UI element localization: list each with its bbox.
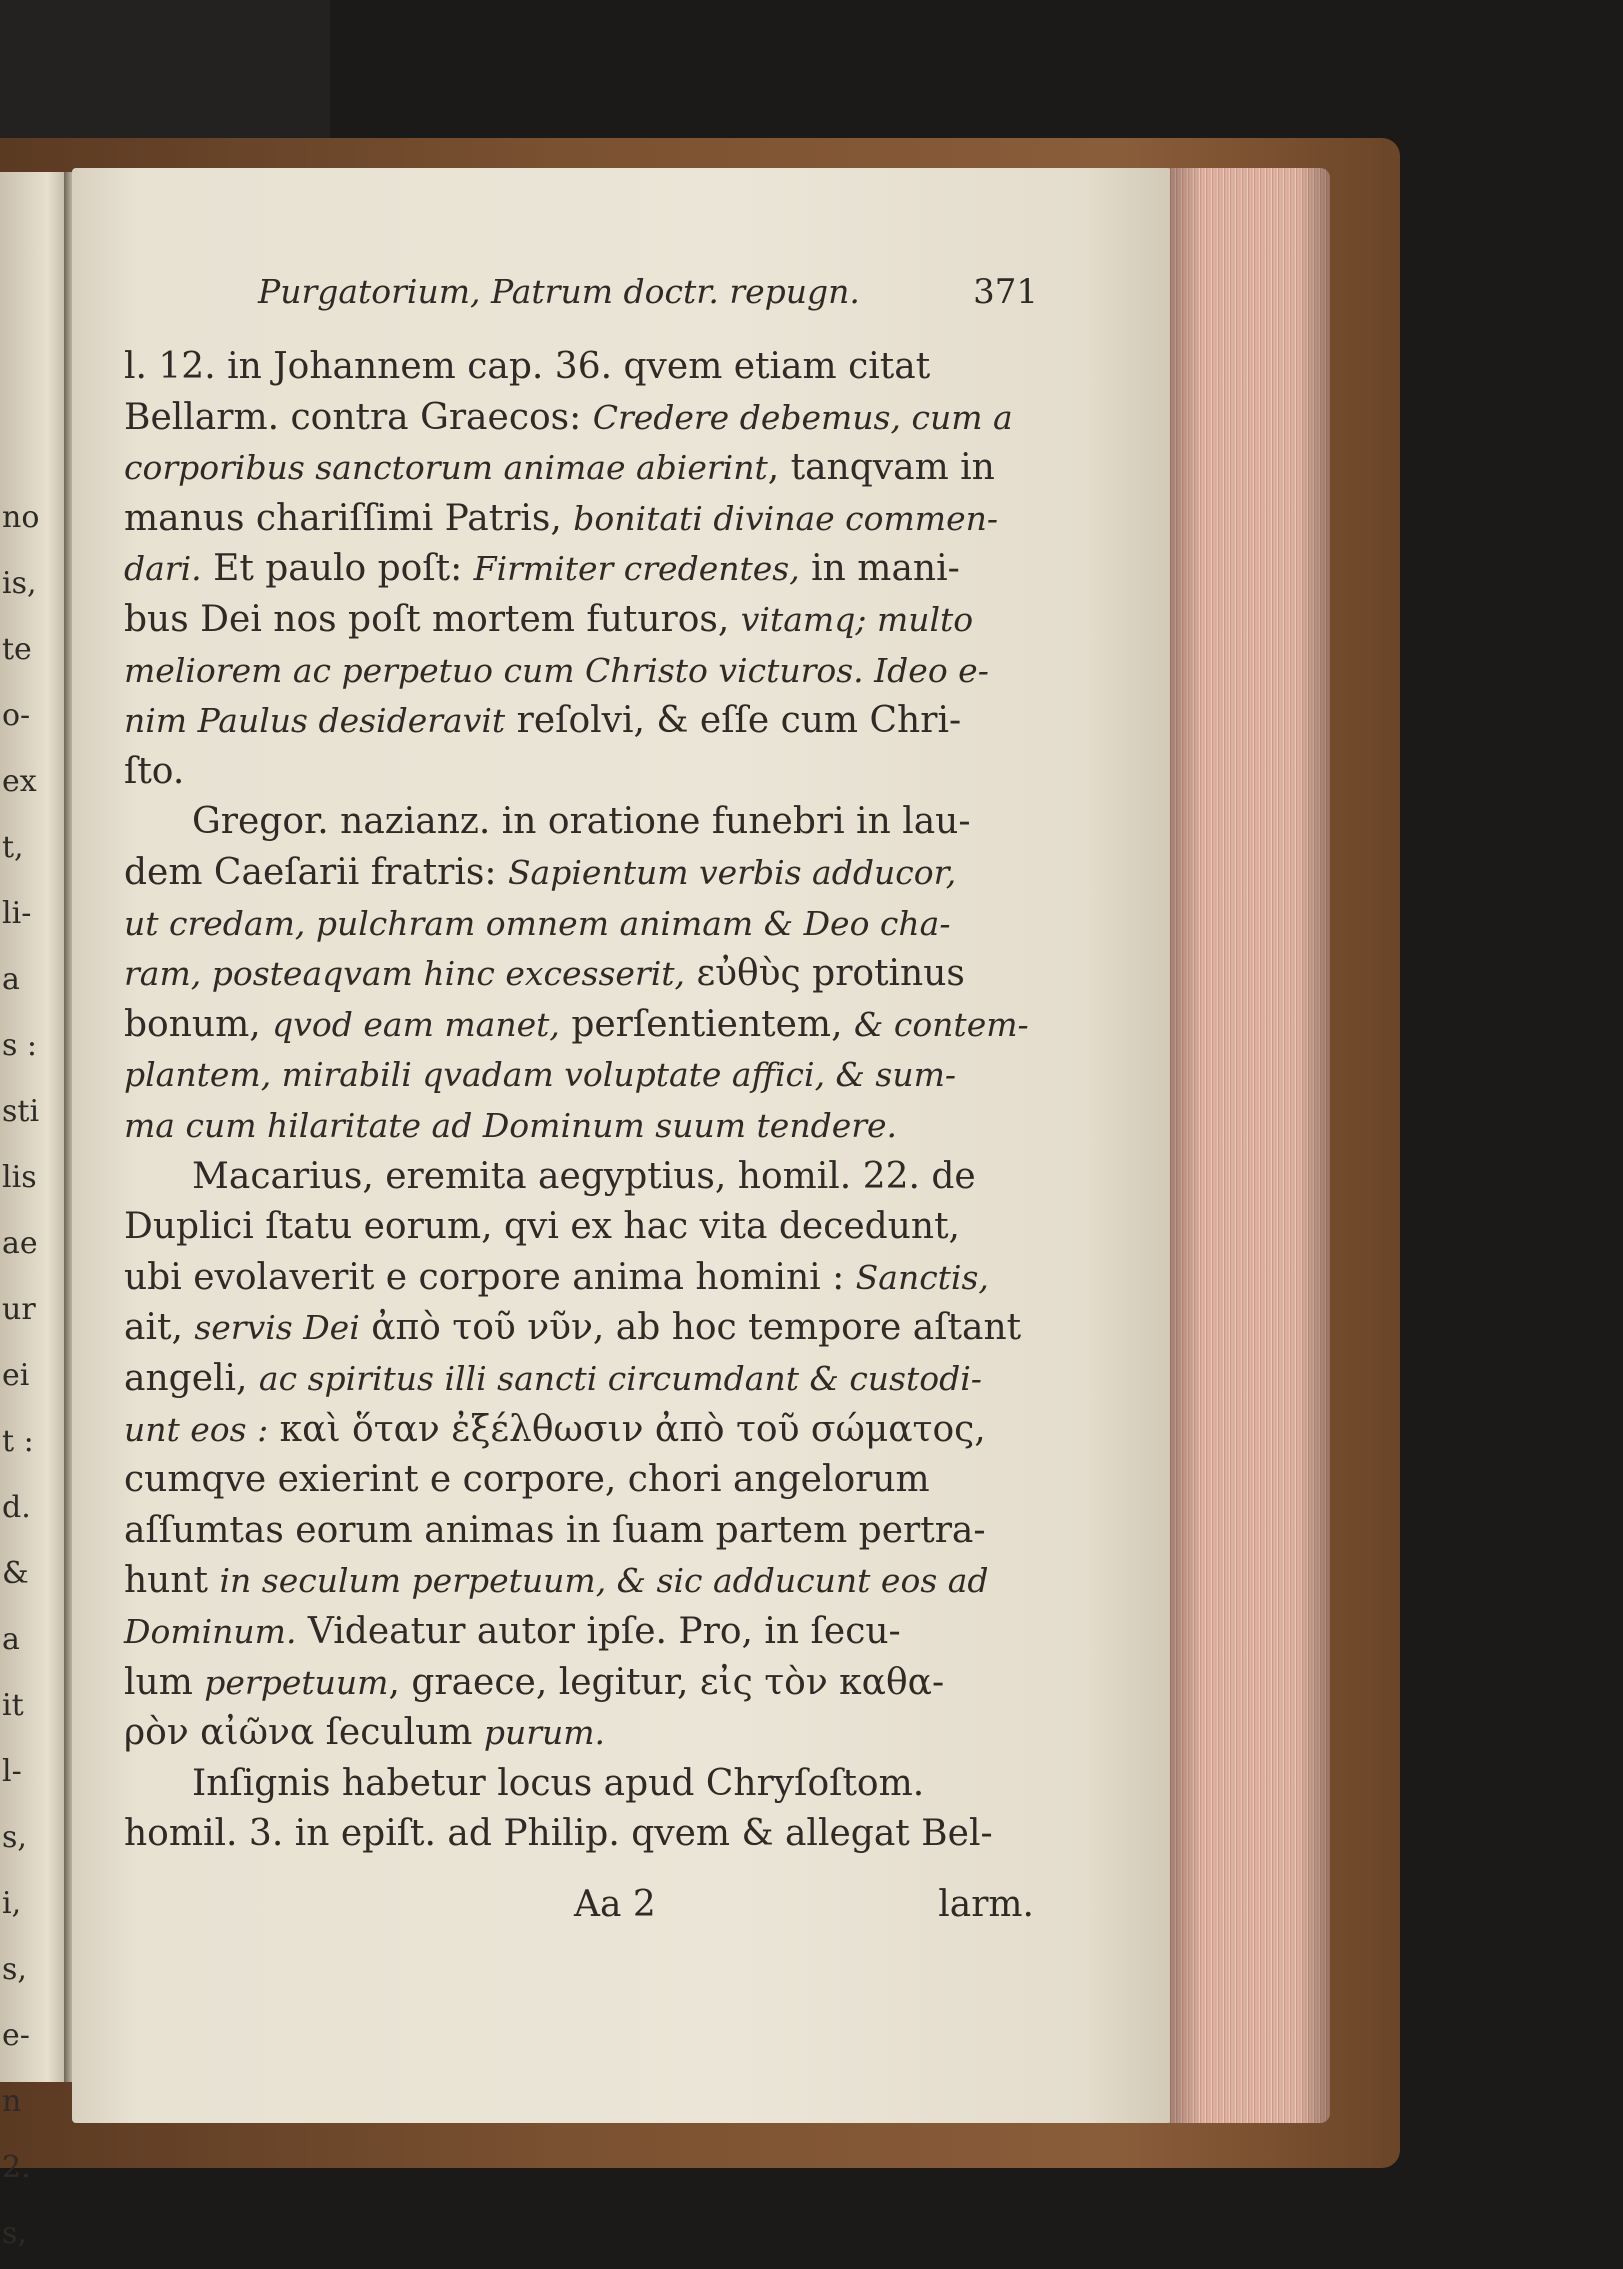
left-page-text-fragment: n (2, 2084, 22, 2119)
left-page-text-fragment: is, (2, 566, 37, 601)
left-page-text-fragment: t : (2, 1424, 34, 1459)
roman-segment: reſolvi, & eſſe cum Chri- (505, 700, 962, 742)
roman-segment: ubi evolaverit e corpore anima homini : (124, 1256, 856, 1298)
text-line (124, 1660, 944, 1706)
text-line (124, 344, 930, 390)
running-head: Purgatorium, Patrum doctr. repugn. (258, 272, 860, 311)
left-page-text-fragment: ei (2, 1358, 30, 1393)
page-number: 371 (973, 272, 1038, 312)
roman-segment: καὶ ὅταν ἐξέλθωσιν ἀπὸ τοῦ σώματος, (268, 1408, 986, 1450)
roman-segment: bus Dei nos poſt mortem futuros, (124, 599, 741, 640)
text-line (124, 850, 956, 896)
text-line (124, 546, 960, 592)
italic-segment: vitamq; multo (740, 600, 974, 639)
italic-segment: in seculum perpetuum, & sic adducunt eos ad (219, 1561, 989, 1601)
left-page-text-fragment: 2. (2, 2150, 31, 2185)
italic-segment: unt eos : (124, 1409, 269, 1449)
left-page-text-fragment: e- (2, 2018, 30, 2053)
text-line (124, 1407, 986, 1453)
left-page-text-fragment: no (2, 500, 40, 535)
italic-segment: meliorem ac perpetuo cum Christo victuros. Ideo e- (124, 650, 989, 690)
roman-segment: l. 12. in Johannem cap. 36. qvem etiam citat (124, 346, 931, 387)
text-line (124, 1558, 989, 1604)
page-footer (124, 1884, 1042, 1930)
italic-segment: purum. (483, 1713, 606, 1753)
roman-segment: hunt (124, 1560, 220, 1602)
text-line (124, 698, 961, 744)
italic-segment: ut credam, pulchram omnem animam & Deo cha- (124, 903, 951, 943)
catchword: larm. (938, 1884, 1034, 1925)
text-line (124, 1204, 960, 1250)
roman-segment: lum (124, 1661, 205, 1703)
text-line (124, 445, 995, 491)
italic-segment: & contem- (853, 1004, 1029, 1044)
left-page-text-fragment: s, (2, 1952, 27, 1987)
text-line (124, 1457, 930, 1503)
text-line (124, 901, 950, 947)
italic-segment: ram, posteaqvam hinc excesserit, (124, 954, 685, 994)
left-page-text-fragment: l- (2, 1754, 22, 1789)
text-line (124, 1103, 897, 1149)
left-page-text-fragment: t, (2, 830, 24, 865)
roman-segment: Gregor. nazianz. in oratione funebri in lau- (192, 801, 971, 843)
text-line (124, 1356, 982, 1402)
text-line (124, 1508, 986, 1554)
italic-segment: Credere debemus, cum a (592, 397, 1013, 437)
italic-segment: bonitati divinae commen- (573, 498, 999, 538)
italic-segment: Sapientum verbis adducor, (507, 853, 957, 892)
left-page-text-fragment: ex (2, 764, 37, 799)
text-line (124, 648, 989, 694)
left-page-fragment (0, 172, 68, 2251)
page-edges-shade (1170, 168, 1330, 2123)
left-page-text-fragment: sti (2, 1094, 40, 1129)
roman-segment: , tanqvam in (767, 447, 995, 489)
background (0, 0, 330, 160)
left-page-text-fragment: d. (2, 1490, 31, 1525)
roman-segment: perſentientem, (559, 1003, 854, 1045)
italic-segment: ma cum hilaritate ad Dominum suum tendere. (124, 1106, 898, 1145)
text-line (124, 1305, 1021, 1351)
roman-segment: cumqve exierint e corpore, chori angelorum (124, 1459, 930, 1501)
roman-segment: manus chariſſimi Patris, (124, 497, 574, 539)
left-page-text-fragment: o- (2, 698, 31, 733)
roman-segment: Inſignis habetur locus apud Chryſoſtom. (192, 1762, 925, 1804)
roman-segment: in mani- (799, 548, 960, 590)
roman-segment: ait, (124, 1307, 195, 1349)
italic-segment: corporibus sanctorum animae abierint (124, 448, 768, 488)
text-line (124, 1710, 605, 1756)
left-page-text-fragment: ur (2, 1292, 36, 1327)
italic-segment: plantem, mirabili qvadam voluptate affici, & sum- (124, 1055, 957, 1095)
italic-segment: Dominum. (124, 1612, 297, 1651)
left-page-text-fragment: ae (2, 1226, 38, 1261)
text-line (124, 1255, 989, 1301)
text-line (192, 799, 971, 845)
roman-segment: Macarius, eremita aegyptius, homil. 22. de (192, 1155, 976, 1197)
roman-segment: aſſumtas eorum animas in ſuam partem pertra- (124, 1509, 986, 1551)
roman-segment: Bellarm. contra Graecos: (124, 396, 593, 438)
roman-segment: Duplici ſtatu eorum, qvi ex hac vita decedunt, (124, 1206, 960, 1248)
roman-segment: εὐθὺς protinus (685, 953, 965, 995)
italic-segment: qvod eam manet, (272, 1004, 560, 1044)
italic-segment: ac spiritus illi sancti circumdant & custodi- (258, 1359, 982, 1398)
roman-segment: ſto. (124, 750, 185, 792)
left-page-text-fragment: te (2, 632, 32, 667)
italic-segment: nim Paulus desideravit (124, 701, 506, 741)
left-page-text-fragment: s, (2, 2216, 27, 2251)
roman-segment: dem Caeſarii fratris: (124, 852, 508, 893)
text-line (124, 1609, 901, 1655)
text-line (192, 1154, 976, 1200)
text-line (124, 1002, 1029, 1048)
roman-segment: ἀπὸ τοῦ νῦν, ab hoc tempore aſtant (359, 1307, 1022, 1349)
text-line (124, 749, 184, 795)
italic-segment: perpetuum (204, 1662, 389, 1702)
left-page-text-fragment: it (2, 1688, 24, 1723)
left-page-text-fragment: s, (2, 1820, 27, 1855)
italic-segment: Firmiter credentes, (473, 549, 800, 589)
signature-mark: Aa 2 (574, 1884, 656, 1925)
roman-segment: homil. 3. in epiſt. ad Philip. qvem & allegat Bel- (124, 1813, 993, 1855)
roman-segment: , graece, legitur, εἰς τὸν καθα- (388, 1661, 945, 1703)
text-line (124, 1052, 956, 1098)
left-page-text-fragment: s : (2, 1028, 38, 1063)
left-page-text-fragment: i, (2, 1886, 22, 1921)
left-page-text-fragment: & (2, 1556, 29, 1591)
roman-segment: ρὸν αἰῶνα ſeculum (124, 1712, 484, 1754)
text-line (124, 597, 973, 643)
italic-segment: Sanctis, (855, 1257, 989, 1297)
italic-segment: servis Dei (194, 1308, 360, 1348)
left-page-text-fragment: li- (2, 896, 32, 931)
roman-segment: Videatur autor ipſe. Pro, in ſecu- (296, 1611, 901, 1652)
left-page-text-fragment: a (2, 1622, 20, 1657)
italic-segment: dari. (124, 549, 202, 589)
roman-segment: bonum, (124, 1003, 273, 1045)
roman-segment: Et paulo poſt: (201, 548, 474, 590)
text-line (124, 951, 965, 997)
text-line (192, 1761, 924, 1807)
roman-segment: angeli, (124, 1358, 259, 1399)
page-header (258, 272, 1038, 324)
left-page-text-fragment: a (2, 962, 20, 997)
text-line (124, 1811, 993, 1857)
text-line (124, 395, 1013, 441)
text-line (124, 496, 998, 542)
left-page-text-fragment: lis (2, 1160, 37, 1195)
